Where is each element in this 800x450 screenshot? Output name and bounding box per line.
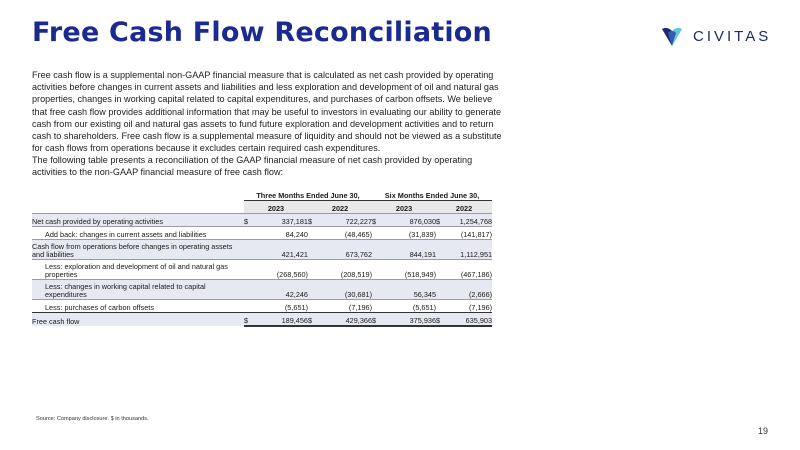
cell-value: 421,421 — [252, 240, 308, 260]
table-row-cash-flow-before-changes — [32, 240, 492, 260]
currency-symbol — [436, 227, 444, 240]
free-cash-flow-table — [32, 186, 492, 327]
cell-value: (518,949) — [380, 260, 436, 280]
source-footnote: Source: Company disclosure. $ in thousands. — [36, 416, 149, 422]
row-label: Less: purchases of carbon offsets — [32, 300, 244, 313]
cell-value: 189,456 — [252, 313, 308, 327]
currency-symbol: $ — [244, 313, 252, 327]
cell-value: (2,666) — [444, 280, 492, 300]
table-intro-paragraph: The following table presents a reconciliation of the GAAP financial measure of net cash provided by operating activities to the non-GAAP financial measure of free cash flow: — [32, 155, 473, 178]
currency-symbol — [308, 260, 316, 280]
currency-symbol — [308, 300, 316, 313]
currency-symbol — [436, 280, 444, 300]
currency-symbol — [436, 240, 444, 260]
cell-value: 722,227 — [316, 214, 372, 227]
currency-symbol: $ — [436, 313, 444, 327]
row-label: Add back: changes in current assets and liabilities — [32, 227, 244, 240]
cell-value: (208,519) — [316, 260, 372, 280]
cell-value: (268,560) — [252, 260, 308, 280]
currency-symbol — [244, 300, 252, 313]
cell-value: (141,817) — [444, 227, 492, 240]
table-row-working-capital — [32, 280, 492, 300]
header-blank — [32, 186, 244, 201]
currency-symbol: $ — [436, 214, 444, 227]
row-label: Net cash provided by operating activities — [32, 214, 244, 227]
cell-value: 56,345 — [380, 280, 436, 300]
year-header: 2023 — [372, 201, 436, 214]
row-label: Less: exploration and development of oil and natural gas properties — [32, 260, 244, 280]
cell-value: 1,254,768 — [444, 214, 492, 227]
currency-symbol: $ — [372, 313, 380, 327]
row-label: Free cash flow — [32, 313, 244, 327]
currency-symbol — [244, 240, 252, 260]
year-header-row — [32, 201, 492, 214]
cell-value: 42,246 — [252, 280, 308, 300]
cell-value: (48,465) — [316, 227, 372, 240]
currency-symbol — [372, 300, 380, 313]
currency-symbol — [372, 227, 380, 240]
year-header: 2023 — [244, 201, 308, 214]
currency-symbol: $ — [372, 214, 380, 227]
table-row-free-cash-flow — [32, 313, 492, 327]
currency-symbol — [244, 260, 252, 280]
logo-wordmark: CIVITAS — [693, 27, 772, 45]
cell-value: 375,936 — [380, 313, 436, 327]
cell-value: 844,191 — [380, 240, 436, 260]
table-row-net-cash — [32, 214, 492, 227]
currency-symbol — [244, 227, 252, 240]
currency-symbol — [372, 240, 380, 260]
currency-symbol: $ — [244, 214, 252, 227]
cell-value: 673,762 — [316, 240, 372, 260]
cell-value: (30,681) — [316, 280, 372, 300]
currency-symbol: $ — [308, 313, 316, 327]
currency-symbol — [308, 280, 316, 300]
row-label: Less: changes in working capital related to capital expenditures — [32, 280, 244, 300]
civitas-mark-icon — [660, 25, 684, 47]
currency-symbol — [308, 240, 316, 260]
six-months-header: Six Months Ended June 30, — [372, 186, 492, 201]
cell-value: 429,366 — [316, 313, 372, 327]
year-header: 2022 — [308, 201, 372, 214]
currency-symbol: $ — [308, 214, 316, 227]
table-row-exploration — [32, 260, 492, 280]
currency-symbol — [436, 260, 444, 280]
cell-value: (7,196) — [316, 300, 372, 313]
cell-value: 635,903 — [444, 313, 492, 327]
currency-symbol — [372, 260, 380, 280]
table-row-carbon-offsets — [32, 300, 492, 313]
currency-symbol — [372, 280, 380, 300]
intro-paragraph: Free cash flow is a supplemental non-GAAP financial measure that is calculated as net cash provided by operating activities before changes in current assets and liabilities and less exploration and development of oil and natural gas properties, changes in working capital related to capital expenditures, and purchases of carbon offsets. We believe that free cash flow provides additional information that may be useful to investors in evaluating our ability to generate cash from our existing oil and natural gas assets to fund future exploration and development activities and to return cash to shareholders. Free cash flow is a supplemental measure of liquidity and should not be viewed as a substitute for cash flows from operations because it excludes certain required cash expenditures. — [32, 70, 502, 154]
header-blank — [32, 201, 244, 214]
table-row-add-back — [32, 227, 492, 240]
three-months-header: Three Months Ended June 30, — [244, 186, 372, 201]
period-header-row — [32, 186, 492, 201]
company-logo — [660, 25, 771, 47]
row-label: Cash flow from operations before changes in operating assets and liabilities — [32, 240, 244, 260]
cell-value: (5,651) — [252, 300, 308, 313]
currency-symbol — [308, 227, 316, 240]
cell-value: 84,240 — [252, 227, 308, 240]
page-number: 19 — [758, 426, 769, 436]
cell-value: 876,030 — [380, 214, 436, 227]
currency-symbol — [244, 280, 252, 300]
cell-value: (7,196) — [444, 300, 492, 313]
cell-value: 1,112,951 — [444, 240, 492, 260]
cell-value: (31,839) — [380, 227, 436, 240]
cell-value: (467,186) — [444, 260, 492, 280]
currency-symbol — [436, 300, 444, 313]
page-title: Free Cash Flow Reconciliation — [32, 17, 492, 48]
year-header: 2022 — [436, 201, 492, 214]
cell-value: 337,181 — [252, 214, 308, 227]
cell-value: (5,651) — [380, 300, 436, 313]
